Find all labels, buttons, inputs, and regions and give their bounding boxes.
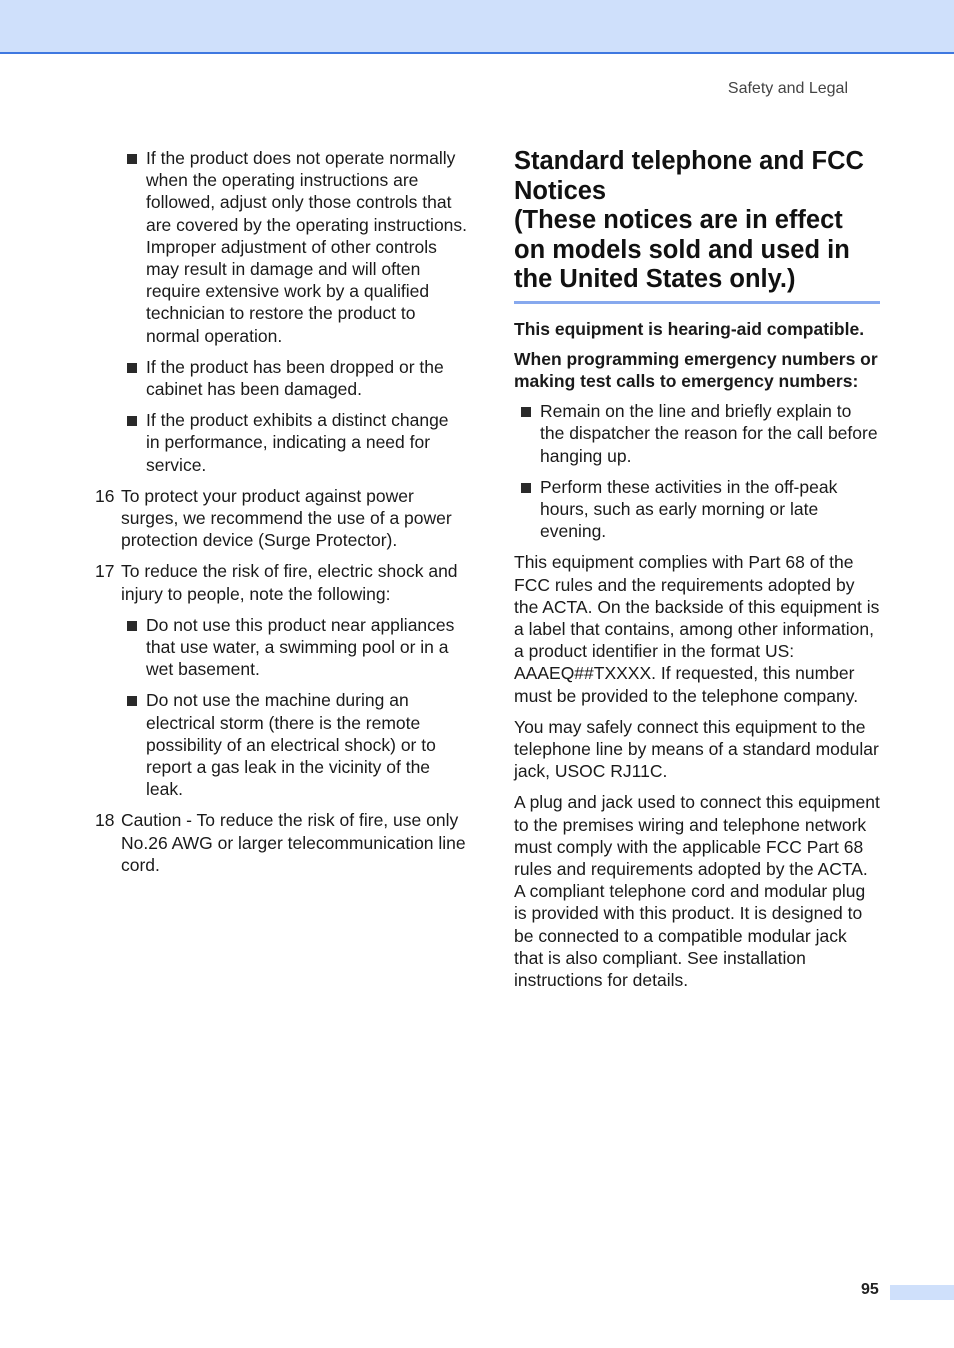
bullet-text: Do not use the machine during an electrical storm (there is the remote possibility of an electrical shock) or to report a gas leak in the vicinity of the leak. [146, 690, 436, 800]
heading-line-2: (These notices are in effect on models sold and used in the United States only.) [514, 206, 850, 293]
heading-line-1: Standard telephone and FCC Notices [514, 147, 864, 205]
bullet-square-icon [521, 407, 531, 417]
numbered-item-18 [95, 809, 467, 876]
numbered-item-16 [95, 485, 467, 552]
bullet-square-icon [127, 416, 137, 426]
page-tab [890, 1285, 954, 1300]
emergency-intro: When programming emergency numbers or making test calls to emergency numbers: [514, 348, 878, 391]
list-item [127, 409, 467, 476]
header-band [0, 0, 954, 54]
bullet-text: Remain on the line and briefly explain to the dispatcher the reason for the call before hanging up. [540, 401, 878, 466]
bullet-square-icon [127, 696, 137, 706]
bullet-text: Do not use this product near appliances that use water, a swimming pool or in a wet basement. [146, 614, 455, 680]
list-item [127, 614, 467, 681]
bullet-square-icon [127, 154, 137, 164]
list-item [127, 147, 467, 347]
paragraph: You may safely connect this equipment to the telephone line by means of a standard modular jack, USOC RJ11C. [514, 716, 879, 782]
item-number: 16 [95, 485, 115, 506]
paragraph: A plug and jack used to connect this equipment to the premises wiring and telephone network must comply with the applicable FCC Part 68 rules and requirements adopted by the ACTA. A compliant telephone cord and modular plug is provided with this product. It is designed to be connected to a compatible modular jack that is also compliant. See installation instructions for details. [514, 792, 880, 990]
list-item [127, 689, 467, 800]
list-item [127, 356, 467, 400]
list-item [521, 400, 880, 467]
bullet-text: Perform these activities in the off-peak hours, such as early morning or late evening. [540, 476, 838, 542]
paragraph: This equipment complies with Part 68 of the FCC rules and the requirements adopted by the ACTA. On the backside of this equipment is a label that contains, among other information, a product identifier in the format US: AAAEQ##TXXXX. If requested, this number must be provided to the telephone company. [514, 552, 880, 706]
list-item [521, 476, 880, 543]
running-header: Safety and Legal [727, 80, 848, 97]
bullet-text: If the product exhibits a distinct change in performance, indicating a need for service. [146, 410, 449, 475]
item-text: Caution - To reduce the risk of fire, use only No.26 AWG or larger telecommunication line cord. [121, 810, 466, 875]
bullet-square-icon [127, 363, 137, 373]
item-text: To reduce the risk of fire, electric shock and injury to people, note the following: [121, 561, 458, 604]
page-number: 95 [861, 1281, 879, 1298]
item-number: 18 [95, 810, 115, 831]
bullet-square-icon [127, 621, 137, 631]
right-column [514, 147, 880, 1000]
hearing-aid-statement: This equipment is hearing-aid compatible. [514, 318, 865, 339]
numbered-item-17 [95, 560, 467, 604]
item-text: To protect your product against power surges, we recommend the use of a power protection device (Surge Protector). [121, 485, 452, 551]
heading-underline [514, 301, 880, 304]
bullet-square-icon [521, 483, 531, 493]
bullet-text: If the product has been dropped or the cabinet has been damaged. [146, 356, 444, 400]
section-heading [514, 147, 880, 301]
bullet-text: If the product does not operate normally when the operating instructions are followed, adjust only those controls that are covered by the operating instructions. Improper adjustment of other controls may result in damage and will often require extensive work by a qualified technician to restore the product to normal operation. [146, 148, 468, 346]
item-number: 17 [95, 561, 115, 582]
left-column [95, 147, 467, 885]
